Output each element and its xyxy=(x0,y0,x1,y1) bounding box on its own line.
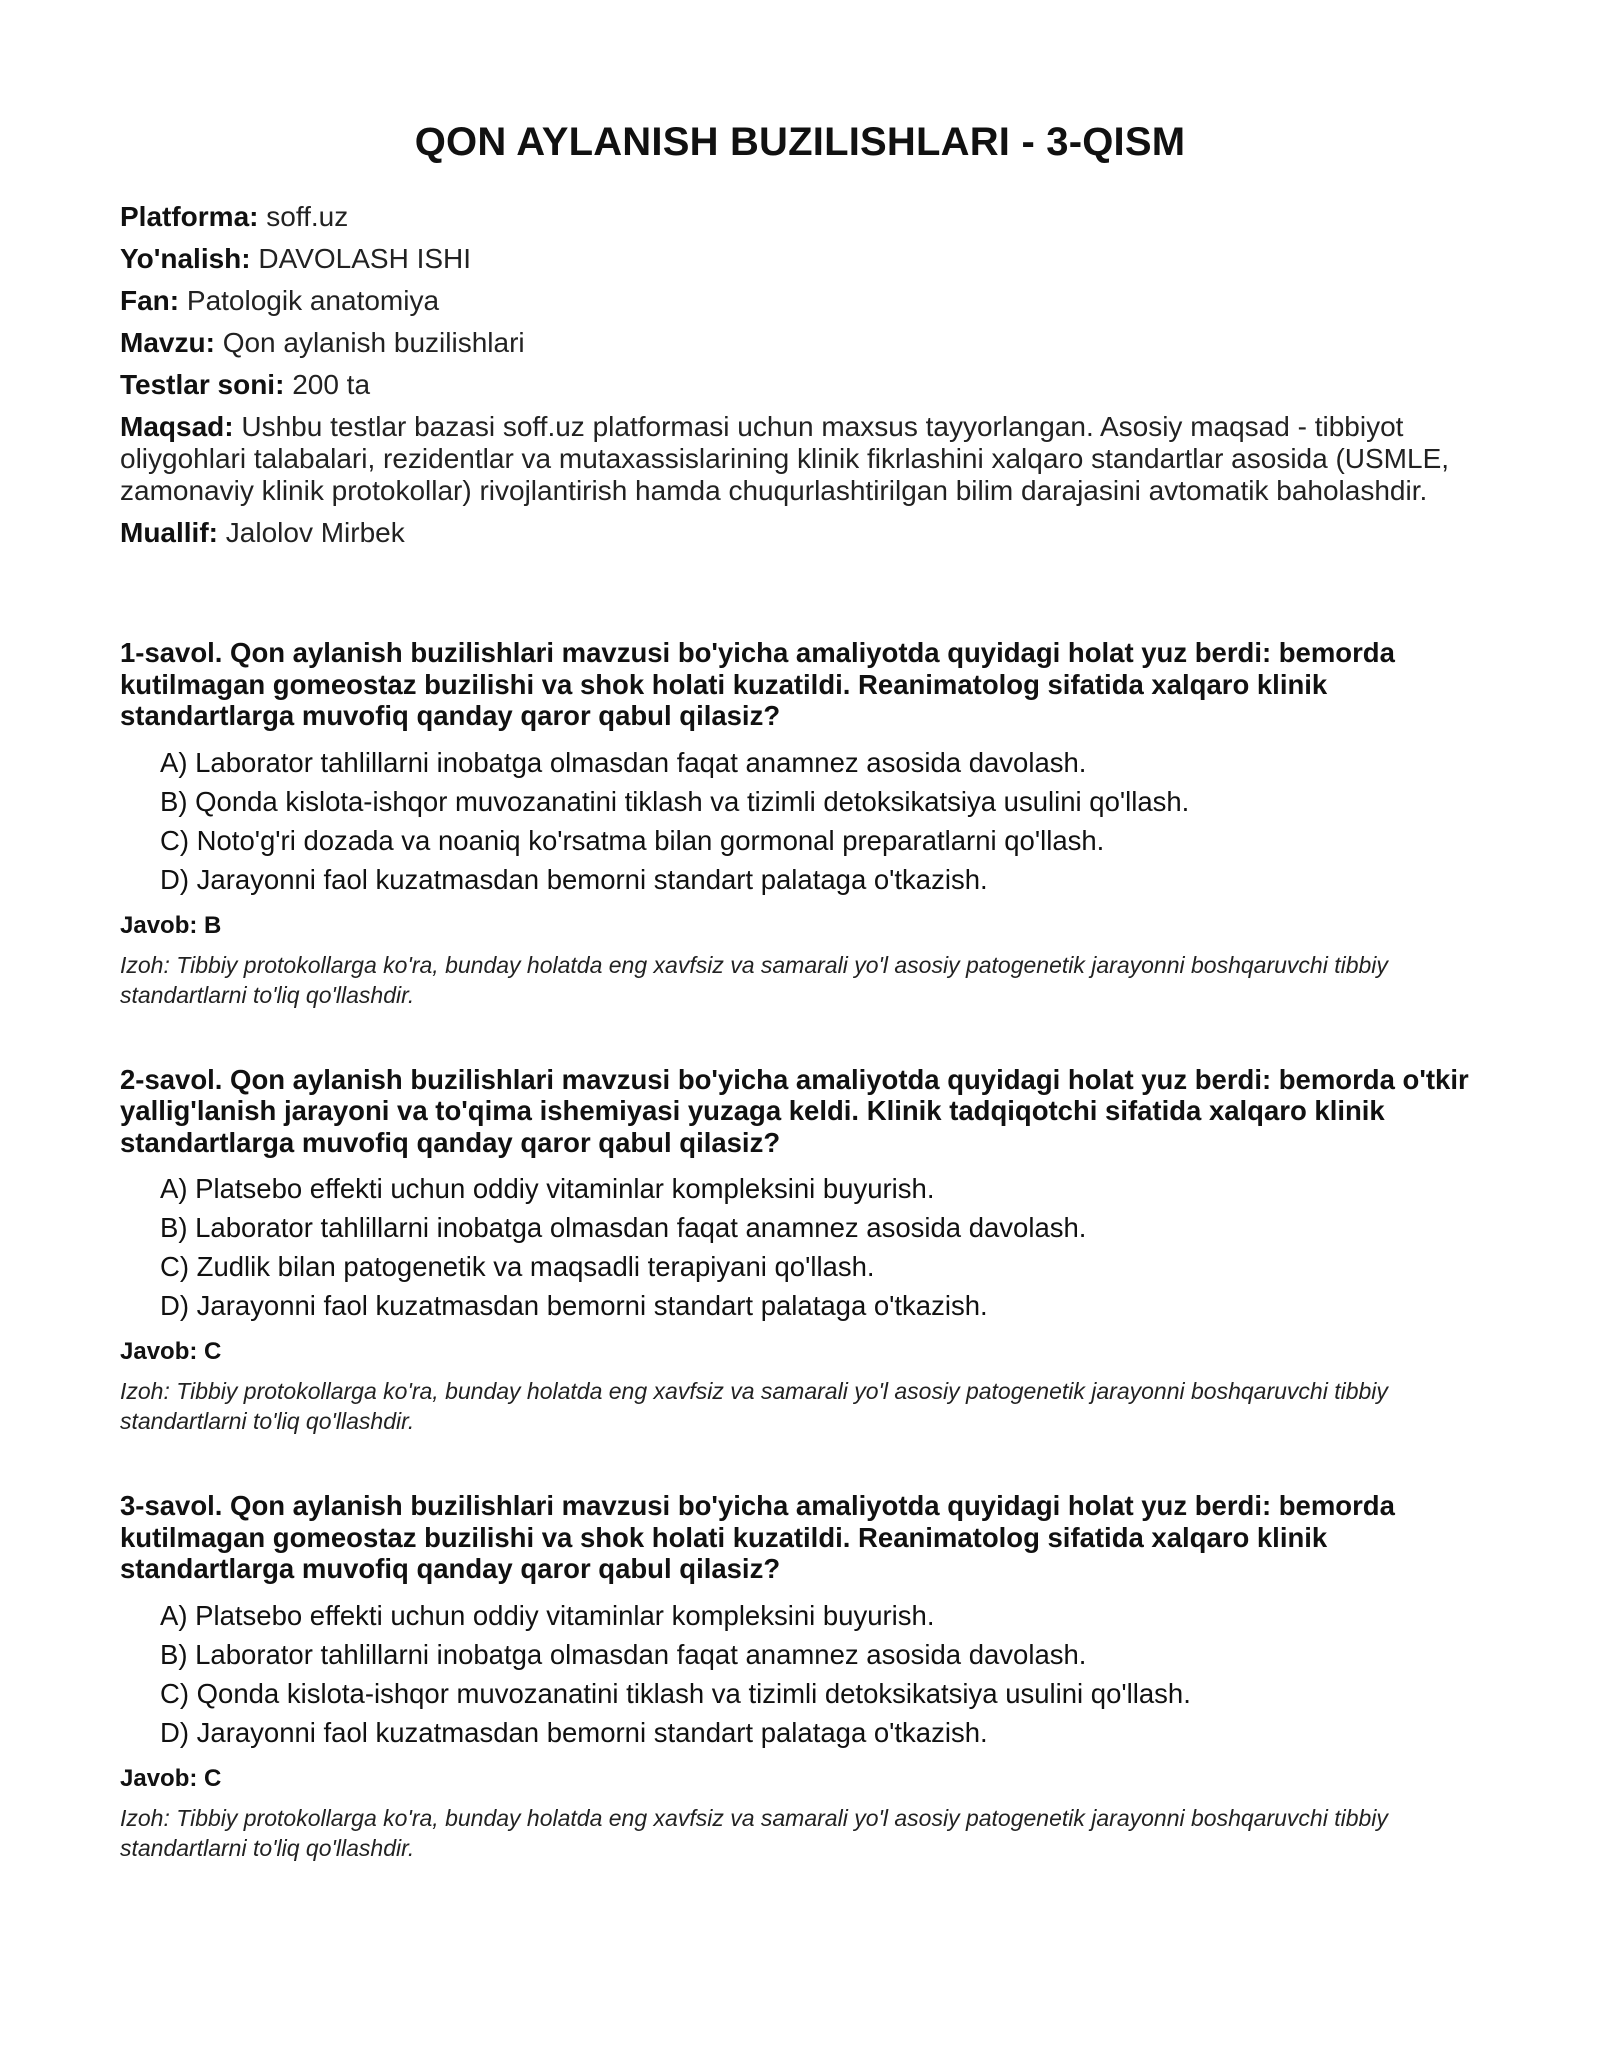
answer-option: D) Jarayonni faol kuzatmasdan bemorni standart palataga o'tkazish. xyxy=(160,863,988,895)
answer-option: A) Platsebo effekti uchun oddiy vitaminlar kompleksini buyurish. xyxy=(160,1173,935,1204)
meta-value: Qon aylanish buzilishlari xyxy=(222,327,525,358)
answer-option: C) Qonda kislota-ishqor muvozanatini tiklash va tizimli detoksikatsiya usulini qo'llash. xyxy=(160,1677,1191,1709)
question-block xyxy=(120,1064,1480,1437)
meta-label: Maqsad: xyxy=(120,411,234,442)
meta-topic xyxy=(120,327,1480,359)
meta-label: Yo'nalish: xyxy=(120,243,251,274)
meta-value: Ushbu testlar bazasi soff.uz platformasi uchun maxsus tayyorlangan. Asosiy maqsad - tibbiyot oliygohlari talabalari, rezidentlar va mutaxassislarining klinik fikrlashini xalqaro standartlar asosida (USMLE, zamonaviy klinik protokollar) rivojlantirish hamda chuqurlashtirilgan bilim darajasini avtomatik baholashdir. xyxy=(120,411,1450,506)
meta-test-count xyxy=(120,369,1480,401)
questions-list xyxy=(120,637,1480,1863)
question-text: 3-savol. Qon aylanish buzilishlari mavzusi bo'yicha amaliyotda quyidagi holat yuz berdi: bemorda kutilmagan gomeostaz buzilishi va shok holati kuzatildi. Reanimatolog sifatida xalqaro klinik standartlarga muvofiq qanday qaror qabul qilasiz? xyxy=(120,1490,1395,1584)
correct-answer: Javob: C xyxy=(120,1338,222,1365)
correct-answer: Javob: C xyxy=(120,1764,222,1792)
meta-label: Platforma: xyxy=(120,201,259,232)
explanation-note: Izoh: Tibbiy protokollarga ko'ra, bunday holatda eng xavfsiz va samarali yo'l asosiy patogenetik jarayonni boshqaruvchi tibbiy standartlarni to'liq qo'llashdir. xyxy=(120,951,1388,1008)
document-title: QON AYLANISH BUZILISHLARI - 3-QISM xyxy=(414,120,1186,164)
meta-platform xyxy=(120,201,1480,233)
answer-option: B) Laborator tahlillarni inobatga olmasdan faqat anamnez asosida davolash. xyxy=(160,1212,1087,1243)
meta-value: Patologik anatomiya xyxy=(186,285,440,316)
correct-answer: Javob: B xyxy=(120,911,222,939)
meta-label: Muallif: xyxy=(120,517,218,548)
answer-option: D) Jarayonni faol kuzatmasdan bemorni standart palataga o'tkazish. xyxy=(160,1290,988,1321)
meta-value: 200 ta xyxy=(292,369,371,400)
meta-label: Testlar soni: xyxy=(120,369,285,400)
meta-direction xyxy=(120,243,1480,275)
meta-section xyxy=(120,201,1480,549)
explanation-note: Izoh: Tibbiy protokollarga ko'ra, bunday holatda eng xavfsiz va samarali yo'l asosiy patogenetik jarayonni boshqaruvchi tibbiy standartlarni to'liq qo'llashdir. xyxy=(120,1804,1388,1861)
explanation-note: Izoh: Tibbiy protokollarga ko'ra, bunday holatda eng xavfsiz va samarali yo'l asosiy patogenetik jarayonni boshqaruvchi tibbiy standartlarni to'liq qo'llashdir. xyxy=(120,1378,1388,1434)
document-page xyxy=(120,120,1480,1917)
answer-option: C) Zudlik bilan patogenetik va maqsadli terapiyani qo'llash. xyxy=(160,1251,875,1282)
answer-option: B) Qonda kislota-ishqor muvozanatini tiklash va tizimli detoksikatsiya usulini qo'llash. xyxy=(160,785,1190,817)
answer-option: C) Noto'g'ri dozada va noaniq ko'rsatma bilan gormonal preparatlarni qo'llash. xyxy=(160,824,1105,856)
question-block xyxy=(120,1490,1480,1863)
meta-subject xyxy=(120,285,1480,317)
answer-option: D) Jarayonni faol kuzatmasdan bemorni standart palataga o'tkazish. xyxy=(160,1716,988,1748)
question-block xyxy=(120,637,1480,1010)
answer-option: A) Laborator tahlillarni inobatga olmasdan faqat anamnez asosida davolash. xyxy=(160,746,1087,778)
meta-value: soff.uz xyxy=(266,201,349,232)
meta-author xyxy=(120,517,1480,549)
question-text: 1-savol. Qon aylanish buzilishlari mavzusi bo'yicha amaliyotda quyidagi holat yuz berdi: bemorda kutilmagan gomeostaz buzilishi va shok holati kuzatildi. Reanimatolog sifatida xalqaro klinik standartlarga muvofiq qanday qaror qabul qilasiz? xyxy=(120,637,1395,731)
meta-label: Fan: xyxy=(120,285,180,316)
question-text: 2-savol. Qon aylanish buzilishlari mavzusi bo'yicha amaliyotda quyidagi holat yuz berdi: bemorda o'tkir yallig'lanish jarayoni va to'qima ishemiyasi yuzaga keldi. Klinik tadqiqotchi sifatida xalqaro klinik standartlarga muvofiq qanday qaror qabul qilasiz? xyxy=(120,1063,1469,1158)
answer-option: A) Platsebo effekti uchun oddiy vitaminlar kompleksini buyurish. xyxy=(160,1599,935,1631)
answer-option: B) Laborator tahlillarni inobatga olmasdan faqat anamnez asosida davolash. xyxy=(160,1638,1087,1670)
meta-purpose xyxy=(120,411,1480,507)
meta-label: Mavzu: xyxy=(120,327,215,358)
meta-value: DAVOLASH ISHI xyxy=(258,243,472,274)
meta-value: Jalolov Mirbek xyxy=(225,517,405,548)
